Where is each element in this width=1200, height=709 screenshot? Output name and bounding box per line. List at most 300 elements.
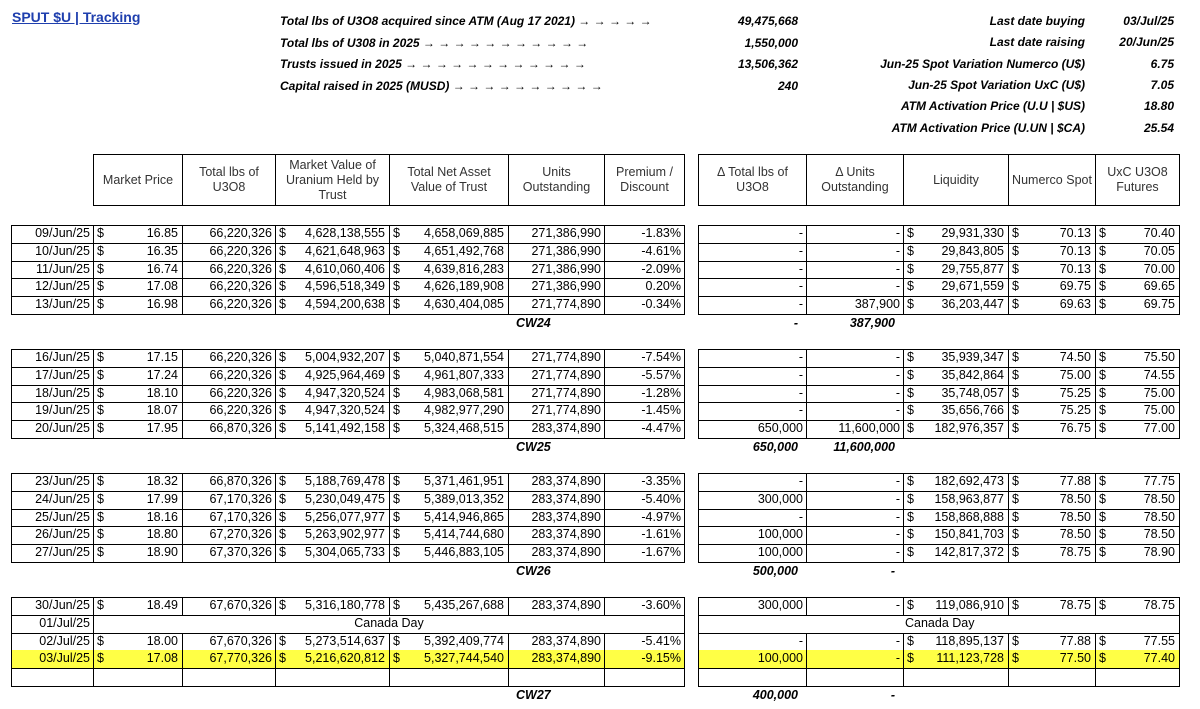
currency-symbol: $ bbox=[393, 598, 400, 612]
week-total-lbs: 650,000 bbox=[752, 440, 798, 454]
cell-nav bbox=[389, 349, 508, 367]
cell-lbs: 66,220,326 bbox=[182, 261, 275, 279]
cell-nav bbox=[389, 597, 508, 615]
cell-value: 118,895,137 bbox=[935, 633, 1004, 648]
currency-symbol: $ bbox=[97, 226, 104, 240]
cell-dunits: - bbox=[806, 349, 903, 367]
currency-symbol: $ bbox=[1099, 491, 1106, 506]
cell-value: 75.50 bbox=[1143, 350, 1175, 364]
currency-symbol: $ bbox=[1012, 226, 1019, 240]
summary-label: Total lbs of U308 in 2025 → → → → → → → → → → → bbox=[280, 35, 589, 50]
currency-symbol: $ bbox=[393, 509, 400, 524]
currency-symbol: $ bbox=[97, 385, 104, 400]
currency-symbol: $ bbox=[97, 651, 104, 666]
cell-value: 5,435,267,688 bbox=[424, 598, 504, 612]
cell-uxc bbox=[1095, 491, 1180, 509]
cell-value: 78.75 bbox=[1059, 545, 1091, 560]
currency-symbol: $ bbox=[393, 403, 400, 418]
currency-symbol: $ bbox=[97, 350, 104, 364]
currency-symbol: $ bbox=[279, 297, 286, 312]
right-summary-value: 03/Jul/25 bbox=[1123, 14, 1174, 28]
currency-symbol: $ bbox=[97, 527, 104, 542]
cell-value: 78.50 bbox=[1143, 491, 1175, 506]
cell-num bbox=[1008, 526, 1095, 544]
cell-value: 18.10 bbox=[146, 385, 178, 400]
right-summary-value: 18.80 bbox=[1143, 99, 1174, 114]
cell-uxc bbox=[1095, 225, 1180, 243]
cell-value: 18.90 bbox=[146, 545, 178, 560]
cell-units bbox=[508, 668, 604, 686]
cell-mv bbox=[275, 544, 389, 562]
cell-value: 18.80 bbox=[146, 527, 178, 542]
currency-symbol: $ bbox=[1099, 367, 1106, 382]
cell-uxc bbox=[1095, 296, 1180, 314]
week-total-units: 387,900 bbox=[849, 316, 895, 330]
table-row[interactable] bbox=[0, 367, 1200, 385]
cell-value: 5,327,744,540 bbox=[424, 651, 504, 666]
cell-num bbox=[1008, 650, 1095, 668]
cell-value: 4,630,404,085 bbox=[424, 297, 504, 312]
table-row[interactable] bbox=[0, 385, 1200, 403]
currency-symbol: $ bbox=[1099, 226, 1106, 240]
cell-value: 70.40 bbox=[1143, 226, 1175, 240]
cell-value: 4,610,060,406 bbox=[305, 261, 385, 276]
cell-units: 271,774,890 bbox=[508, 349, 604, 367]
cell-value: 5,324,468,515 bbox=[424, 421, 504, 436]
currency-symbol: $ bbox=[907, 385, 914, 400]
table-row[interactable] bbox=[0, 668, 1200, 686]
right-summary-label: ATM Activation Price (U.U | $US) bbox=[900, 99, 1085, 114]
currency-symbol: $ bbox=[1099, 279, 1106, 294]
currency-symbol: $ bbox=[279, 491, 286, 506]
cell-value: 4,947,320,524 bbox=[305, 385, 385, 400]
cell-value: 5,392,409,774 bbox=[424, 633, 504, 648]
cell-value: 5,004,932,207 bbox=[305, 350, 385, 364]
cell-mv bbox=[275, 526, 389, 544]
cell-dlbs: - bbox=[698, 278, 806, 296]
cell-date: 27/Jun/25 bbox=[11, 544, 93, 562]
cell-num bbox=[1008, 597, 1095, 615]
cell-value: 4,925,964,469 bbox=[305, 367, 385, 382]
cell-units: 283,374,890 bbox=[508, 420, 604, 438]
cell-dlbs: - bbox=[698, 509, 806, 527]
cell-value: 5,263,902,977 bbox=[305, 527, 385, 542]
cell-value: 69.75 bbox=[1059, 279, 1091, 294]
right-summary-value: 6.75 bbox=[1150, 56, 1174, 71]
currency-symbol: $ bbox=[97, 279, 104, 294]
cell-uxc bbox=[1095, 526, 1180, 544]
currency-symbol: $ bbox=[1012, 367, 1019, 382]
cell-value: 17.15 bbox=[146, 350, 178, 364]
right-summary-label: Jun-25 Spot Variation Numerco (U$) bbox=[880, 56, 1085, 71]
cell-value: 4,626,189,908 bbox=[424, 279, 504, 294]
cell-num bbox=[1008, 668, 1095, 686]
cell-liq bbox=[903, 633, 1008, 651]
cell-mv bbox=[275, 349, 389, 367]
cell-units: 283,374,890 bbox=[508, 491, 604, 509]
cell-value: 119,086,910 bbox=[935, 598, 1004, 612]
cell-value: 75.00 bbox=[1059, 367, 1091, 382]
currency-symbol: $ bbox=[97, 261, 104, 276]
table-row[interactable] bbox=[0, 650, 1200, 668]
page-title[interactable]: SPUT $U | Tracking bbox=[12, 9, 141, 25]
cell-units: 283,374,890 bbox=[508, 597, 604, 615]
currency-symbol: $ bbox=[1012, 279, 1019, 294]
cell-price bbox=[93, 420, 182, 438]
cell-price bbox=[93, 650, 182, 668]
currency-symbol: $ bbox=[393, 633, 400, 648]
currency-symbol: $ bbox=[393, 261, 400, 276]
cell-prem: -1.28% bbox=[604, 385, 685, 403]
cell-value: 78.90 bbox=[1143, 545, 1175, 560]
table-row[interactable] bbox=[0, 526, 1200, 544]
cell-value: 5,304,065,733 bbox=[305, 545, 385, 560]
cell-lbs: 66,220,326 bbox=[182, 243, 275, 261]
cell-value: 77.88 bbox=[1059, 633, 1091, 648]
cell-uxc bbox=[1095, 420, 1180, 438]
cell-nav bbox=[389, 278, 508, 296]
cell-dunits: - bbox=[806, 526, 903, 544]
cell-value: 70.05 bbox=[1143, 243, 1175, 258]
table-row[interactable] bbox=[0, 261, 1200, 279]
currency-symbol: $ bbox=[907, 279, 914, 294]
cell-mv bbox=[275, 367, 389, 385]
cell-nav bbox=[389, 491, 508, 509]
cell-mv bbox=[275, 225, 389, 243]
cell-nav bbox=[389, 367, 508, 385]
table-row[interactable] bbox=[0, 633, 1200, 651]
table-row[interactable] bbox=[0, 296, 1200, 314]
table-row[interactable] bbox=[0, 225, 1200, 243]
cell-price bbox=[93, 385, 182, 403]
cell-nav bbox=[389, 668, 508, 686]
cell-num bbox=[1008, 544, 1095, 562]
cell-liq bbox=[903, 296, 1008, 314]
week-total-lbs: 500,000 bbox=[752, 564, 798, 578]
cell-dunits: - bbox=[806, 225, 903, 243]
summary-value: 13,506,362 bbox=[737, 57, 798, 71]
cell-lbs: 66,220,326 bbox=[182, 367, 275, 385]
cell-price bbox=[93, 633, 182, 651]
cell-value: 35,656,766 bbox=[941, 403, 1004, 418]
cell-value: 70.00 bbox=[1143, 261, 1175, 276]
cell-nav bbox=[389, 261, 508, 279]
week-total-lbs: 400,000 bbox=[752, 688, 798, 702]
table-row[interactable] bbox=[0, 615, 1200, 633]
currency-symbol: $ bbox=[393, 243, 400, 258]
header-liquidity: Liquidity bbox=[903, 154, 1009, 206]
cell-price bbox=[93, 597, 182, 615]
cell-value: 16.85 bbox=[146, 226, 178, 240]
currency-symbol: $ bbox=[1012, 403, 1019, 418]
currency-symbol: $ bbox=[279, 421, 286, 436]
cell-uxc bbox=[1095, 367, 1180, 385]
cell-value: 75.00 bbox=[1143, 385, 1175, 400]
cell-value: 17.95 bbox=[146, 421, 178, 436]
currency-symbol: $ bbox=[279, 633, 286, 648]
cell-value: 76.75 bbox=[1059, 421, 1091, 436]
cell-dunits: - bbox=[806, 385, 903, 403]
cell-mv bbox=[275, 296, 389, 314]
currency-symbol: $ bbox=[1012, 651, 1019, 666]
header-market-value: Market Value of Uranium Held by Trust bbox=[275, 154, 390, 206]
cell-lbs: 67,270,326 bbox=[182, 526, 275, 544]
cell-num bbox=[1008, 278, 1095, 296]
cell-units: 271,774,890 bbox=[508, 385, 604, 403]
cell-nav bbox=[389, 473, 508, 491]
cell-value: 4,594,200,638 bbox=[305, 297, 385, 312]
currency-symbol: $ bbox=[1099, 385, 1106, 400]
cell-price bbox=[93, 544, 182, 562]
cell-value: 78.50 bbox=[1143, 509, 1175, 524]
table-row[interactable] bbox=[0, 243, 1200, 261]
cell-dunits: - bbox=[806, 509, 903, 527]
currency-symbol: $ bbox=[279, 598, 286, 612]
cell-value: 16.98 bbox=[146, 297, 178, 312]
cell-value: 4,639,816,283 bbox=[424, 261, 504, 276]
cell-uxc bbox=[1095, 509, 1180, 527]
currency-symbol: $ bbox=[907, 403, 914, 418]
week-label: CW24 bbox=[516, 316, 551, 330]
table-row[interactable] bbox=[0, 349, 1200, 367]
cell-nav bbox=[389, 544, 508, 562]
cell-nav bbox=[389, 385, 508, 403]
currency-symbol: $ bbox=[907, 545, 914, 560]
summary-label: Total lbs of U3O8 acquired since ATM (Aug 17 2021) → → → → → bbox=[280, 14, 652, 28]
cell-liq bbox=[903, 402, 1008, 420]
cell-dlbs: 300,000 bbox=[698, 597, 806, 615]
cell-value: 75.25 bbox=[1059, 385, 1091, 400]
cell-liq bbox=[903, 367, 1008, 385]
cell-value: 158,868,888 bbox=[934, 509, 1004, 524]
cell-nav bbox=[389, 526, 508, 544]
cell-value: 150,841,703 bbox=[934, 527, 1004, 542]
header-delta-units: Δ Units Outstanding bbox=[806, 154, 904, 206]
cell-dlbs: - bbox=[698, 243, 806, 261]
currency-symbol: $ bbox=[279, 367, 286, 382]
cell-value: 5,371,461,951 bbox=[424, 474, 504, 488]
cell-value: 77.55 bbox=[1143, 633, 1175, 648]
cell-uxc bbox=[1095, 544, 1180, 562]
table-row[interactable] bbox=[0, 278, 1200, 296]
summary-value: 49,475,668 bbox=[737, 14, 798, 28]
cell-liq bbox=[903, 420, 1008, 438]
cell-value: 69.65 bbox=[1143, 279, 1175, 294]
cell-nav bbox=[389, 296, 508, 314]
cell-value: 142,817,372 bbox=[934, 545, 1004, 560]
cell-value: 77.00 bbox=[1143, 421, 1175, 436]
cell-prem: -1.67% bbox=[604, 544, 685, 562]
cell-mv bbox=[275, 278, 389, 296]
cell-dlbs bbox=[698, 668, 806, 686]
table-row[interactable] bbox=[0, 420, 1200, 438]
cell-value: 77.40 bbox=[1143, 651, 1175, 666]
cell-dunits: 11,600,000 bbox=[806, 420, 903, 438]
currency-symbol: $ bbox=[393, 279, 400, 294]
cell-lbs: 66,870,326 bbox=[182, 420, 275, 438]
currency-symbol: $ bbox=[1099, 509, 1106, 524]
cell-value: 17.24 bbox=[146, 367, 178, 382]
cell-value: 77.50 bbox=[1059, 651, 1091, 666]
currency-symbol: $ bbox=[1099, 545, 1106, 560]
right-summary-label: Last date raising bbox=[989, 35, 1085, 50]
cell-lbs: 66,220,326 bbox=[182, 296, 275, 314]
cell-date: 20/Jun/25 bbox=[11, 420, 93, 438]
currency-symbol: $ bbox=[97, 297, 104, 312]
cell-value: 74.50 bbox=[1059, 350, 1091, 364]
currency-symbol: $ bbox=[907, 527, 914, 542]
currency-symbol: $ bbox=[1099, 598, 1106, 612]
right-summary-value: 25.54 bbox=[1143, 120, 1174, 135]
cell-date: 02/Jul/25 bbox=[11, 633, 93, 651]
cell-value: 5,316,180,778 bbox=[305, 598, 385, 612]
cell-date: 13/Jun/25 bbox=[11, 296, 93, 314]
currency-symbol: $ bbox=[279, 226, 286, 240]
cell-date: 10/Jun/25 bbox=[11, 243, 93, 261]
cell-dunits: - bbox=[806, 243, 903, 261]
cell-units: 271,386,990 bbox=[508, 243, 604, 261]
table-row[interactable] bbox=[0, 544, 1200, 562]
cell-value: 70.13 bbox=[1059, 261, 1091, 276]
cell-prem: 0.20% bbox=[604, 278, 685, 296]
currency-symbol: $ bbox=[1012, 421, 1019, 436]
cell-dunits: - bbox=[806, 367, 903, 385]
holiday-label: Canada Day bbox=[93, 615, 685, 633]
cell-value: 4,947,320,524 bbox=[305, 403, 385, 418]
cell-value: 5,216,620,812 bbox=[305, 651, 385, 666]
cell-date: 12/Jun/25 bbox=[11, 278, 93, 296]
currency-symbol: $ bbox=[393, 350, 400, 364]
cell-dlbs: - bbox=[698, 402, 806, 420]
cell-value: 70.13 bbox=[1059, 226, 1091, 240]
cell-prem: -9.15% bbox=[604, 650, 685, 668]
cell-value: 29,931,330 bbox=[941, 226, 1004, 240]
cell-nav bbox=[389, 509, 508, 527]
week-label: CW25 bbox=[516, 440, 551, 454]
cell-num bbox=[1008, 491, 1095, 509]
cell-uxc bbox=[1095, 597, 1180, 615]
cell-lbs: 66,870,326 bbox=[182, 473, 275, 491]
cell-prem: -4.97% bbox=[604, 509, 685, 527]
cell-value: 18.49 bbox=[146, 598, 178, 612]
cell-price bbox=[93, 402, 182, 420]
cell-nav bbox=[389, 650, 508, 668]
currency-symbol: $ bbox=[1099, 297, 1106, 312]
cell-nav bbox=[389, 633, 508, 651]
currency-symbol: $ bbox=[1099, 421, 1106, 436]
cell-prem: -1.61% bbox=[604, 526, 685, 544]
cell-value: 4,628,138,555 bbox=[305, 226, 385, 240]
cell-num bbox=[1008, 243, 1095, 261]
cell-value: 74.55 bbox=[1143, 367, 1175, 382]
currency-symbol: $ bbox=[907, 226, 914, 240]
table-row[interactable] bbox=[0, 509, 1200, 527]
cell-lbs: 67,170,326 bbox=[182, 509, 275, 527]
cell-value: 182,692,473 bbox=[934, 474, 1004, 488]
cell-dunits: - bbox=[806, 261, 903, 279]
currency-symbol: $ bbox=[907, 633, 914, 648]
cell-value: 158,963,877 bbox=[934, 491, 1004, 506]
cell-price bbox=[93, 278, 182, 296]
cell-units: 283,374,890 bbox=[508, 526, 604, 544]
summary-value: 240 bbox=[777, 78, 798, 93]
cell-num bbox=[1008, 509, 1095, 527]
cell-nav bbox=[389, 243, 508, 261]
cell-value: 35,842,864 bbox=[941, 367, 1004, 382]
cell-dlbs: - bbox=[698, 296, 806, 314]
cell-nav bbox=[389, 402, 508, 420]
cell-num bbox=[1008, 367, 1095, 385]
currency-symbol: $ bbox=[907, 474, 914, 488]
cell-prem: -1.83% bbox=[604, 225, 685, 243]
cell-value: 5,414,744,680 bbox=[424, 527, 504, 542]
cell-value: 5,273,514,637 bbox=[305, 633, 385, 648]
currency-symbol: $ bbox=[97, 474, 104, 488]
cell-prem: -5.41% bbox=[604, 633, 685, 651]
cell-liq bbox=[903, 473, 1008, 491]
cell-value: 77.75 bbox=[1143, 474, 1175, 488]
cell-mv bbox=[275, 668, 389, 686]
cell-dunits: - bbox=[806, 650, 903, 668]
currency-symbol: $ bbox=[279, 403, 286, 418]
cell-value: 29,671,559 bbox=[941, 279, 1004, 294]
table-row[interactable] bbox=[0, 473, 1200, 491]
cell-value: 17.08 bbox=[146, 651, 178, 666]
header-total-lbs: Total lbs of U3O8 bbox=[182, 154, 276, 206]
table-row[interactable] bbox=[0, 402, 1200, 420]
week-label: CW26 bbox=[516, 564, 551, 578]
cell-value: 5,256,077,977 bbox=[305, 509, 385, 524]
currency-symbol: $ bbox=[97, 633, 104, 648]
cell-liq bbox=[903, 243, 1008, 261]
holiday-label: Canada Day bbox=[698, 615, 1180, 633]
cell-date: 24/Jun/25 bbox=[11, 491, 93, 509]
cell-price bbox=[93, 349, 182, 367]
currency-symbol: $ bbox=[393, 226, 400, 240]
table-row[interactable] bbox=[0, 597, 1200, 615]
currency-symbol: $ bbox=[393, 385, 400, 400]
currency-symbol: $ bbox=[907, 367, 914, 382]
cell-mv bbox=[275, 650, 389, 668]
cell-num bbox=[1008, 385, 1095, 403]
cell-liq bbox=[903, 668, 1008, 686]
cell-value: 29,843,805 bbox=[941, 243, 1004, 258]
cell-dlbs: 650,000 bbox=[698, 420, 806, 438]
cell-value: 18.00 bbox=[146, 633, 178, 648]
cell-units: 271,386,990 bbox=[508, 261, 604, 279]
cell-lbs: 67,170,326 bbox=[182, 491, 275, 509]
currency-symbol: $ bbox=[279, 261, 286, 276]
cell-price bbox=[93, 473, 182, 491]
cell-num bbox=[1008, 225, 1095, 243]
cell-lbs: 67,670,326 bbox=[182, 633, 275, 651]
cell-value: 182,976,357 bbox=[934, 421, 1004, 436]
currency-symbol: $ bbox=[393, 367, 400, 382]
cell-uxc bbox=[1095, 243, 1180, 261]
currency-symbol: $ bbox=[97, 243, 104, 258]
cell-liq bbox=[903, 225, 1008, 243]
table-row[interactable] bbox=[0, 491, 1200, 509]
cell-date: 11/Jun/25 bbox=[11, 261, 93, 279]
cell-value: 17.99 bbox=[146, 491, 178, 506]
cell-value: 5,188,769,478 bbox=[305, 474, 385, 488]
cell-liq bbox=[903, 349, 1008, 367]
cell-price bbox=[93, 668, 182, 686]
cell-value: 78.50 bbox=[1059, 527, 1091, 542]
cell-date: 23/Jun/25 bbox=[11, 473, 93, 491]
week-total-units: - bbox=[890, 688, 895, 702]
currency-symbol: $ bbox=[97, 421, 104, 436]
